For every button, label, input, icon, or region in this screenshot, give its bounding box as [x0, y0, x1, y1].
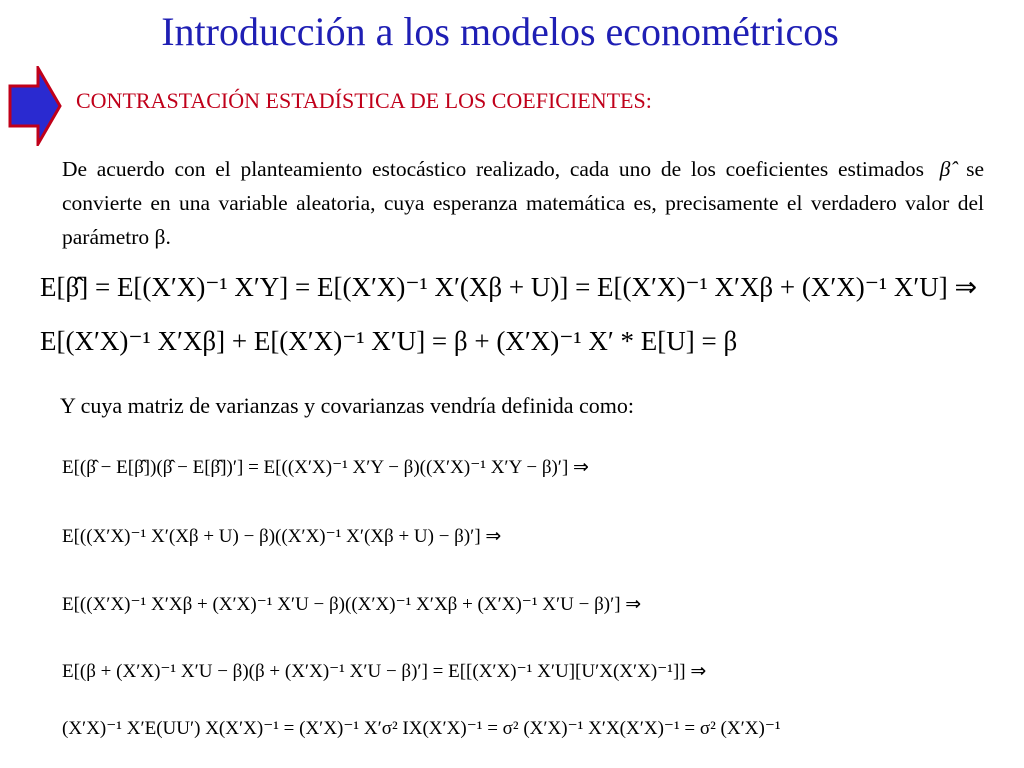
- slide-title: Introducción a los modelos econométricos: [161, 9, 839, 54]
- section-heading: CONTRASTACIÓN ESTADÍSTICA DE LOS COEFICIENTES:: [76, 88, 652, 113]
- paragraph-part1: De acuerdo con el planteamiento estocástico realizado, cada uno de los coeficientes estimados: [62, 157, 924, 181]
- variance-equation-3: E[((X′X)⁻¹ X′Xβ + (X′X)⁻¹ X′U − β)((X′X)⁻¹ X′Xβ + (X′X)⁻¹ X′U − β)′] ⇒: [62, 594, 642, 615]
- variance-equation-2: E[((X′X)⁻¹ X′(Xβ + U) − β)((X′X)⁻¹ X′(Xβ + U) − β)′] ⇒: [62, 526, 502, 547]
- expectation-equation-1: E[β̂] = E[(X′X)⁻¹ X′Y] = E[(X′X)⁻¹ X′(Xβ + U)] = E[(X′X)⁻¹ X′Xβ + (X′X)⁻¹ X′U] ⇒: [40, 272, 978, 302]
- beta-hat-symbol: β̂: [939, 157, 951, 181]
- intro-paragraph: [62, 152, 984, 254]
- variance-intro-text: Y cuya matriz de varianzas y covarianzas vendría definida como:: [60, 393, 634, 418]
- expectation-equation-2: E[(X′X)⁻¹ X′Xβ] + E[(X′X)⁻¹ X′U] = β + (X′X)⁻¹ X′ * E[U] = β: [40, 326, 738, 356]
- variance-equation-1: E[(β̂ − E[β̂])(β̂ − E[β̂])′] = E[((X′X)⁻¹ X′Y − β)((X′X)⁻¹ X′Y − β)′] ⇒: [62, 457, 589, 478]
- variance-equation-5: (X′X)⁻¹ X′E(UU′) X(X′X)⁻¹ = (X′X)⁻¹ X′σ² IX(X′X)⁻¹ = σ² (X′X)⁻¹ X′X(X′X)⁻¹ = σ² (X′X)⁻¹: [62, 718, 781, 739]
- arrow-right-icon: [8, 66, 62, 146]
- paragraph-part2: se convierte en una variable aleatoria, cuya esperanza matemática es, precisamente el verdadero valor del parámetro β.: [62, 157, 985, 249]
- variance-equation-4: E[(β + (X′X)⁻¹ X′U − β)(β + (X′X)⁻¹ X′U − β)′] = E[[(X′X)⁻¹ X′U][U′X(X′X)⁻¹]] ⇒: [62, 661, 707, 682]
